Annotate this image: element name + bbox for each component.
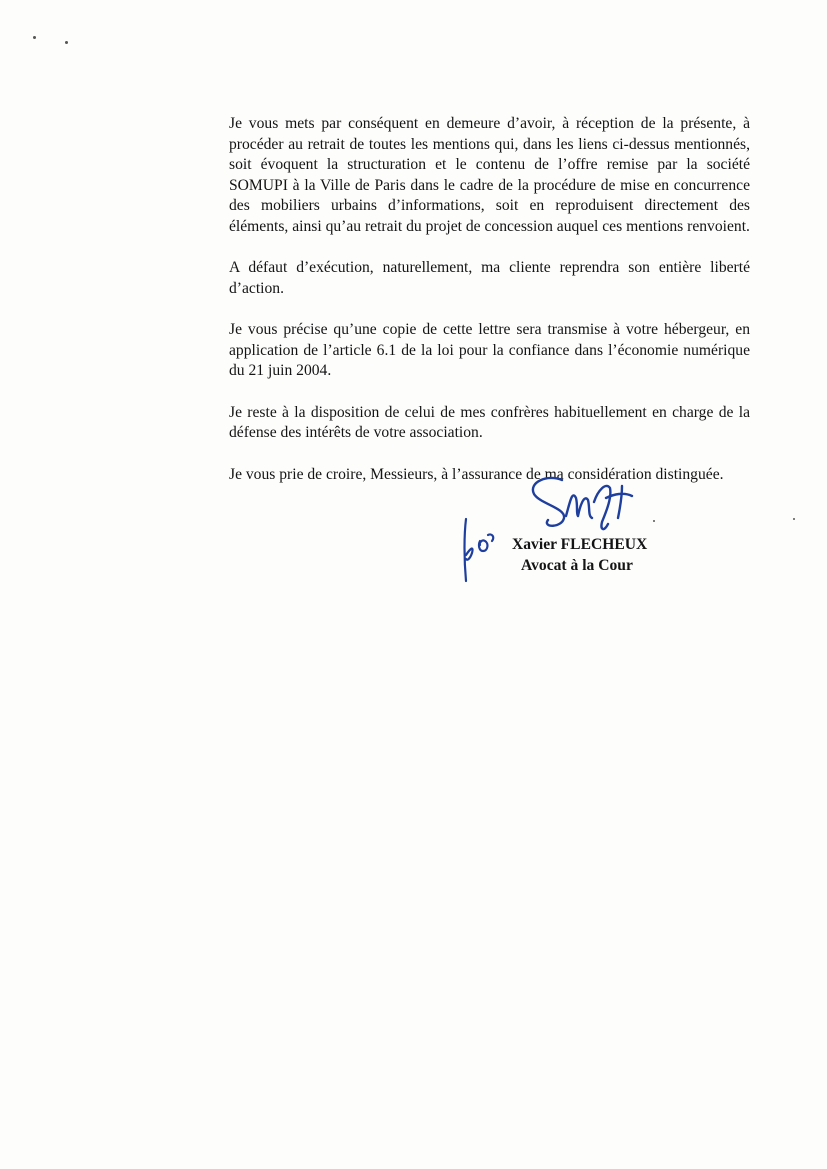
handwritten-signature [518,472,658,534]
signatory-name: Xavier FLECHEUX [512,536,648,553]
paragraph-availability: Je reste à la disposition de celui de mes confrères habituellement en charge de la défense des intérêts de votre association. [229,403,750,441]
scan-speck [65,41,68,44]
scan-speck [793,518,795,520]
signature-block [512,535,672,576]
letter-body [229,114,750,485]
scan-speck [33,36,36,39]
paragraph-host-notice: Je vous précise qu’une copie de cette lettre sera transmise à votre hébergeur, en application de l’article 6.1 de la loi pour la confiance dans l’économie numérique du 21 juin 2004. [229,321,750,379]
paragraph-demand: Je vous mets par conséquent en demeure d’avoir, à réception de la présente, à procéder au retrait de toutes les mentions qui, dans les liens ci-dessus mentionnés, soit évoquent la structuration et le contenu de l’offre remise par la société SOMUPI à la Ville de Paris dans le cadre de la procédure de mise en concurrence des mobiliers urbains d’informations, soit en reproduisent directement des éléments, ainsi qu’au retrait du projet de concession auquel ces mentions renvoient. [229,115,750,235]
signatory-title: Avocat à la Cour [521,556,633,574]
pp-initial-mark [458,515,500,585]
paragraph-default: A défaut d’exécution, naturellement, ma cliente reprendra son entière liberté d’action. [229,259,750,297]
paragraph-closing: Je vous prie de croire, Messieurs, à l’assurance de ma considération distinguée. [229,465,724,483]
